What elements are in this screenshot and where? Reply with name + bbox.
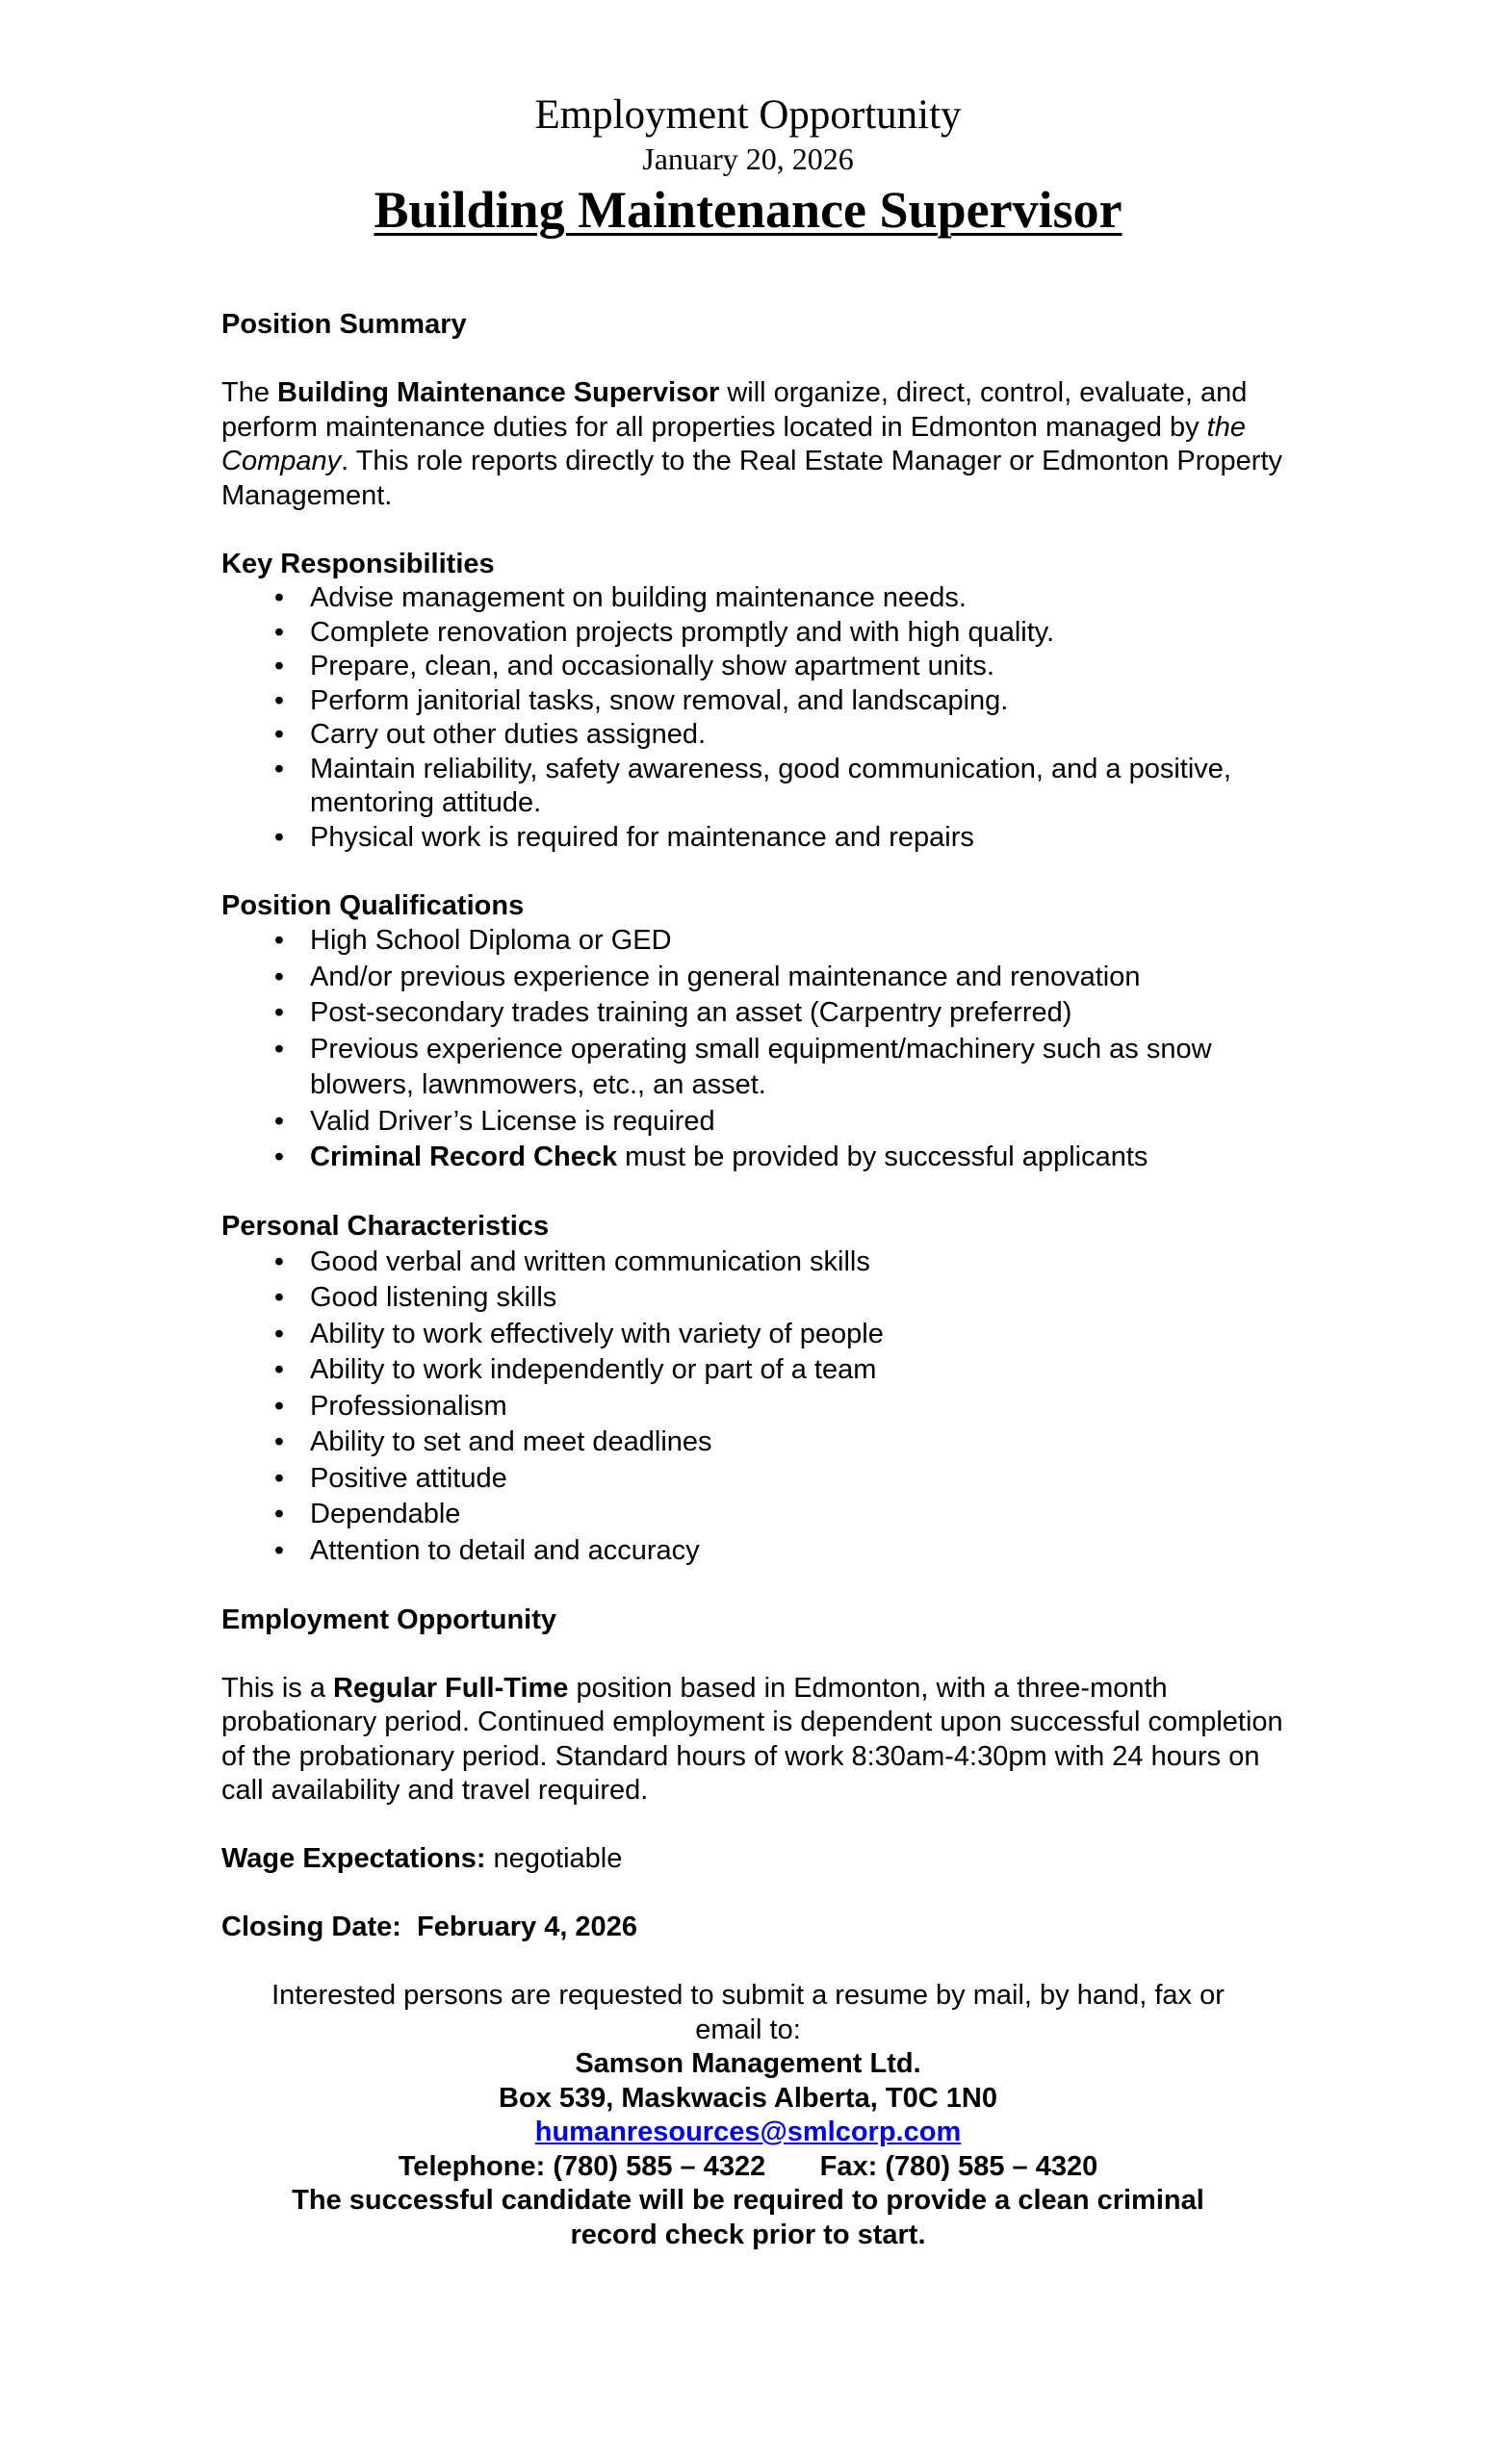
list-item: • Post-secondary trades training an asset (Carpentry preferred)	[273, 997, 1072, 1028]
list-item: • Complete renovation projects promptly and with high quality.	[273, 616, 1055, 648]
phone-fax-line	[0, 2150, 1496, 2185]
list-item: • Maintain reliability, safety awareness, good communication, and a positive, mentoring attitude.	[273, 753, 1231, 818]
list-item: • Positive attitude	[273, 1462, 507, 1494]
wage-label: Wage Expectations:	[221, 1843, 486, 1874]
section-heading-qualifications: Position Qualifications	[221, 889, 525, 921]
qualifications-list	[221, 923, 1300, 1176]
list-item: • Prepare, clean, and occasionally show apartment units.	[273, 651, 994, 681]
email-link[interactable]: humanresources@smlcorp.com	[534, 2117, 962, 2147]
document-subtitle: Employment Opportunity	[534, 92, 962, 138]
list-item: • Dependable	[273, 1499, 461, 1529]
list-item: • And/or previous experience in general maintenance and renovation	[273, 961, 1141, 992]
section-heading-responsibilities: Key Responsibilities	[221, 548, 495, 579]
summary-text-bold: Building Maintenance Supervisor	[277, 377, 720, 408]
summary-text-mid: will organize, direct, control, evaluate, and perform maintenance duties for all properties located in Edmonton managed by	[221, 377, 1248, 443]
list-item: • Ability to work effectively with variety of people	[273, 1318, 884, 1349]
employment-paragraph: This is a Regular Full-Time position based in Edmonton, with a three-month probationary period. Continued employment is dependent upon successful completion of the probationary period. Standard hours of work 8:30am-4:30pm with 24 hours on call availability and travel required.	[221, 1672, 1283, 1806]
notice-line1: The successful candidate will be required to provide a clean criminal	[292, 2185, 1204, 2216]
list-item: • Good verbal and written communication skills	[273, 1245, 870, 1277]
list-item: • Physical work is required for maintenance and repairs	[273, 821, 974, 853]
section-heading-characteristics: Personal Characteristics	[221, 1211, 550, 1242]
contact-intro-line2: email to:	[695, 2014, 801, 2045]
list-item: • Attention to detail and accuracy	[273, 1534, 700, 1566]
notice-line2: record check prior to start.	[570, 2219, 926, 2250]
summary-paragraph	[221, 376, 1300, 513]
characteristics-list	[221, 1245, 1300, 1570]
closing-date	[221, 1911, 1300, 1945]
closing-label: Closing Date:	[221, 1912, 401, 1942]
document-title: Building Maintenance Supervisor	[374, 181, 1122, 239]
list-item: • Criminal Record Check must be provided by successful applicants	[273, 1142, 1148, 1172]
section-heading-employment: Employment Opportunity	[221, 1604, 556, 1635]
list-item: • Professionalism	[273, 1390, 507, 1422]
list-item: • Advise management on building maintenance needs.	[273, 582, 967, 613]
company-address: Box 539, Maskwacis Alberta, T0C 1N0	[499, 2082, 997, 2114]
fax-number: Fax: (780) 585 – 4320	[819, 2150, 1098, 2182]
document-body	[221, 308, 1300, 2252]
summary-text-pre: The	[221, 377, 278, 408]
document-date: January 20, 2026	[642, 141, 854, 176]
list-item: • Ability to set and meet deadlines	[273, 1426, 712, 1457]
contact-intro-line1: Interested persons are requested to submit a resume by mail, by hand, fax or	[271, 1980, 1225, 2011]
wage-expectations	[221, 1842, 1300, 1877]
company-name: Samson Management Ltd.	[575, 2048, 921, 2079]
wage-value: negotiable	[485, 1843, 623, 1874]
summary-text-italic: the Company	[221, 411, 1246, 476]
list-item: • Ability to work independently or part of a team	[273, 1354, 877, 1385]
list-item: • Carry out other duties assigned.	[273, 719, 707, 750]
list-item: • Good listening skills	[273, 1282, 557, 1313]
closing-value: February 4, 2026	[417, 1912, 637, 1942]
list-item: • Previous experience operating small equipment/machinery such as snow blowers, lawnmowers, etc., an asset.	[273, 1033, 1212, 1100]
responsibilities-list	[221, 581, 1300, 855]
list-item: • High School Diploma or GED	[273, 925, 672, 956]
contact-block	[0, 1979, 1496, 2252]
section-heading-summary: Position Summary	[221, 309, 467, 340]
telephone-number: Telephone: (780) 585 – 4322	[398, 2150, 766, 2182]
list-item: • Valid Driver’s License is required	[273, 1105, 715, 1137]
list-item: • Perform janitorial tasks, snow removal, and landscaping.	[273, 684, 1009, 716]
summary-text-post: . This role reports directly to the Real Estate Manager or Edmonton Property Management.	[221, 446, 1282, 511]
